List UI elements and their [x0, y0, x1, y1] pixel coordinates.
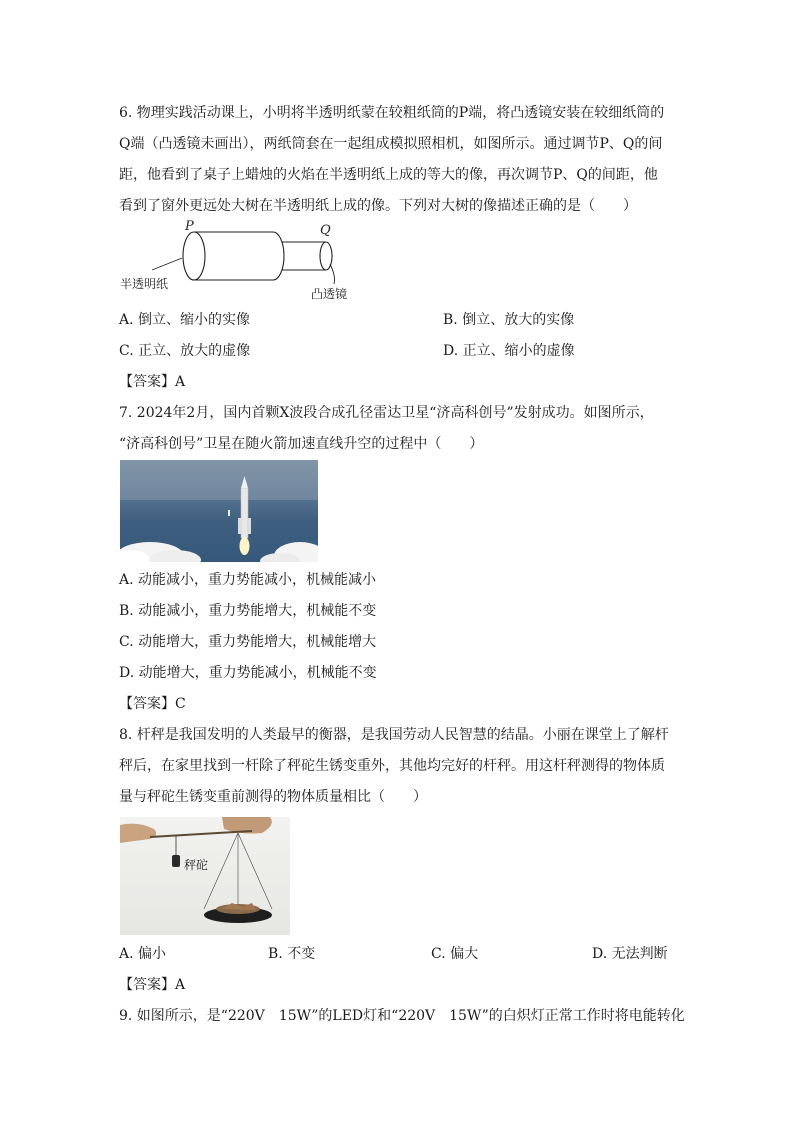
q6-line-3: 距，他看到了桌子上蜡烛的火焰在半透明纸上成的等大的像，再次调节P、Q的间距，他 — [119, 167, 658, 183]
q7-line-1: 7. 2024年2月，国内首颗X波段合成孔径雷达卫星“济高科创号”发射成功。如图所示， — [119, 405, 654, 421]
q7-option-b: B. 动能减小，重力势能增大，机械能不变 — [119, 603, 377, 619]
label-translucent-paper: 半透明纸 — [120, 277, 169, 291]
small-tube-end — [320, 242, 332, 270]
label-q: Q — [320, 223, 331, 238]
q6-line-2: Q端（凸透镜未画出），两纸筒套在一起组成模拟照相机，如图所示。通过调节P、Q的间 — [119, 136, 663, 152]
q6-line-1: 6. 物理实践活动课上，小明将半透明纸蒙在较粗纸筒的P端，将凸透镜安装在较细纸筒的 — [119, 105, 665, 121]
q8-option-d: D. 无法判断 — [592, 946, 668, 962]
rocket-launch-photo — [120, 460, 318, 562]
q6-line-4: 看到了窗外更远处大树在半透明纸上成的像。下列对大树的像描述正确的是（ ） — [119, 198, 637, 214]
q6-option-b: B. 倒立、放大的实像 — [443, 312, 575, 328]
q8-option-a: A. 偏小 — [119, 946, 167, 962]
steelyard-photo — [120, 817, 290, 935]
lens-leader — [330, 264, 335, 284]
q8-option-b: B. 不变 — [268, 946, 316, 962]
rocket-scene — [120, 460, 318, 562]
q7-option-a: A. 动能减小，重力势能减小，机械能减小 — [119, 572, 377, 588]
q7-line-2: “济高科创号”卫星在随火箭加速直线升空的过程中（ ） — [119, 436, 484, 452]
paper-leader — [152, 258, 182, 270]
label-convex-lens: 凸透镜 — [311, 287, 348, 301]
q7-option-d: D. 动能增大，重力势能减小，机械能不变 — [119, 665, 377, 681]
q6-option-a: A. 倒立、缩小的实像 — [119, 312, 251, 328]
q8-line-1: 8. 杆秤是我国发明的人类最早的衡器，是我国劳动人民智慧的结晶。小丽在课堂上了解杆 — [119, 727, 669, 743]
rocket-flame — [240, 537, 250, 555]
q7-option-c: C. 动能增大，重力势能增大，机械能增大 — [119, 634, 377, 650]
q8-line-3: 量与秤砣生锈变重前测得的物体质量相比（ ） — [119, 789, 427, 805]
big-tube-front — [183, 232, 205, 280]
q9-line-1: 9. 如图所示，是“220V 15W”的LED灯和“220V 15W”的白炽灯正常工作时将电能转化 — [119, 1008, 685, 1024]
label-weight: 秤砣 — [184, 858, 209, 872]
label-p: P — [185, 219, 194, 234]
steelyard-scene — [120, 817, 290, 935]
q6-answer: 【答案】A — [119, 374, 186, 390]
big-tube-back — [273, 232, 284, 280]
q6-camera-diagram — [116, 218, 366, 306]
q6-option-c: C. 正立、放大的虚像 — [119, 343, 251, 359]
q6-option-d: D. 正立、缩小的虚像 — [443, 343, 575, 359]
steelyard-weight — [172, 855, 180, 867]
rocket-body — [241, 488, 248, 538]
q7-answer: 【答案】C — [119, 696, 186, 712]
q8-line-2: 秤后，在家里找到一杆除了秤砣生锈变重外，其他均完好的杆秤。用这杆秤测得的物体质 — [119, 758, 665, 774]
q8-answer: 【答案】A — [119, 977, 186, 993]
q8-option-c: C. 偏大 — [431, 946, 479, 962]
left-hand — [120, 824, 156, 843]
